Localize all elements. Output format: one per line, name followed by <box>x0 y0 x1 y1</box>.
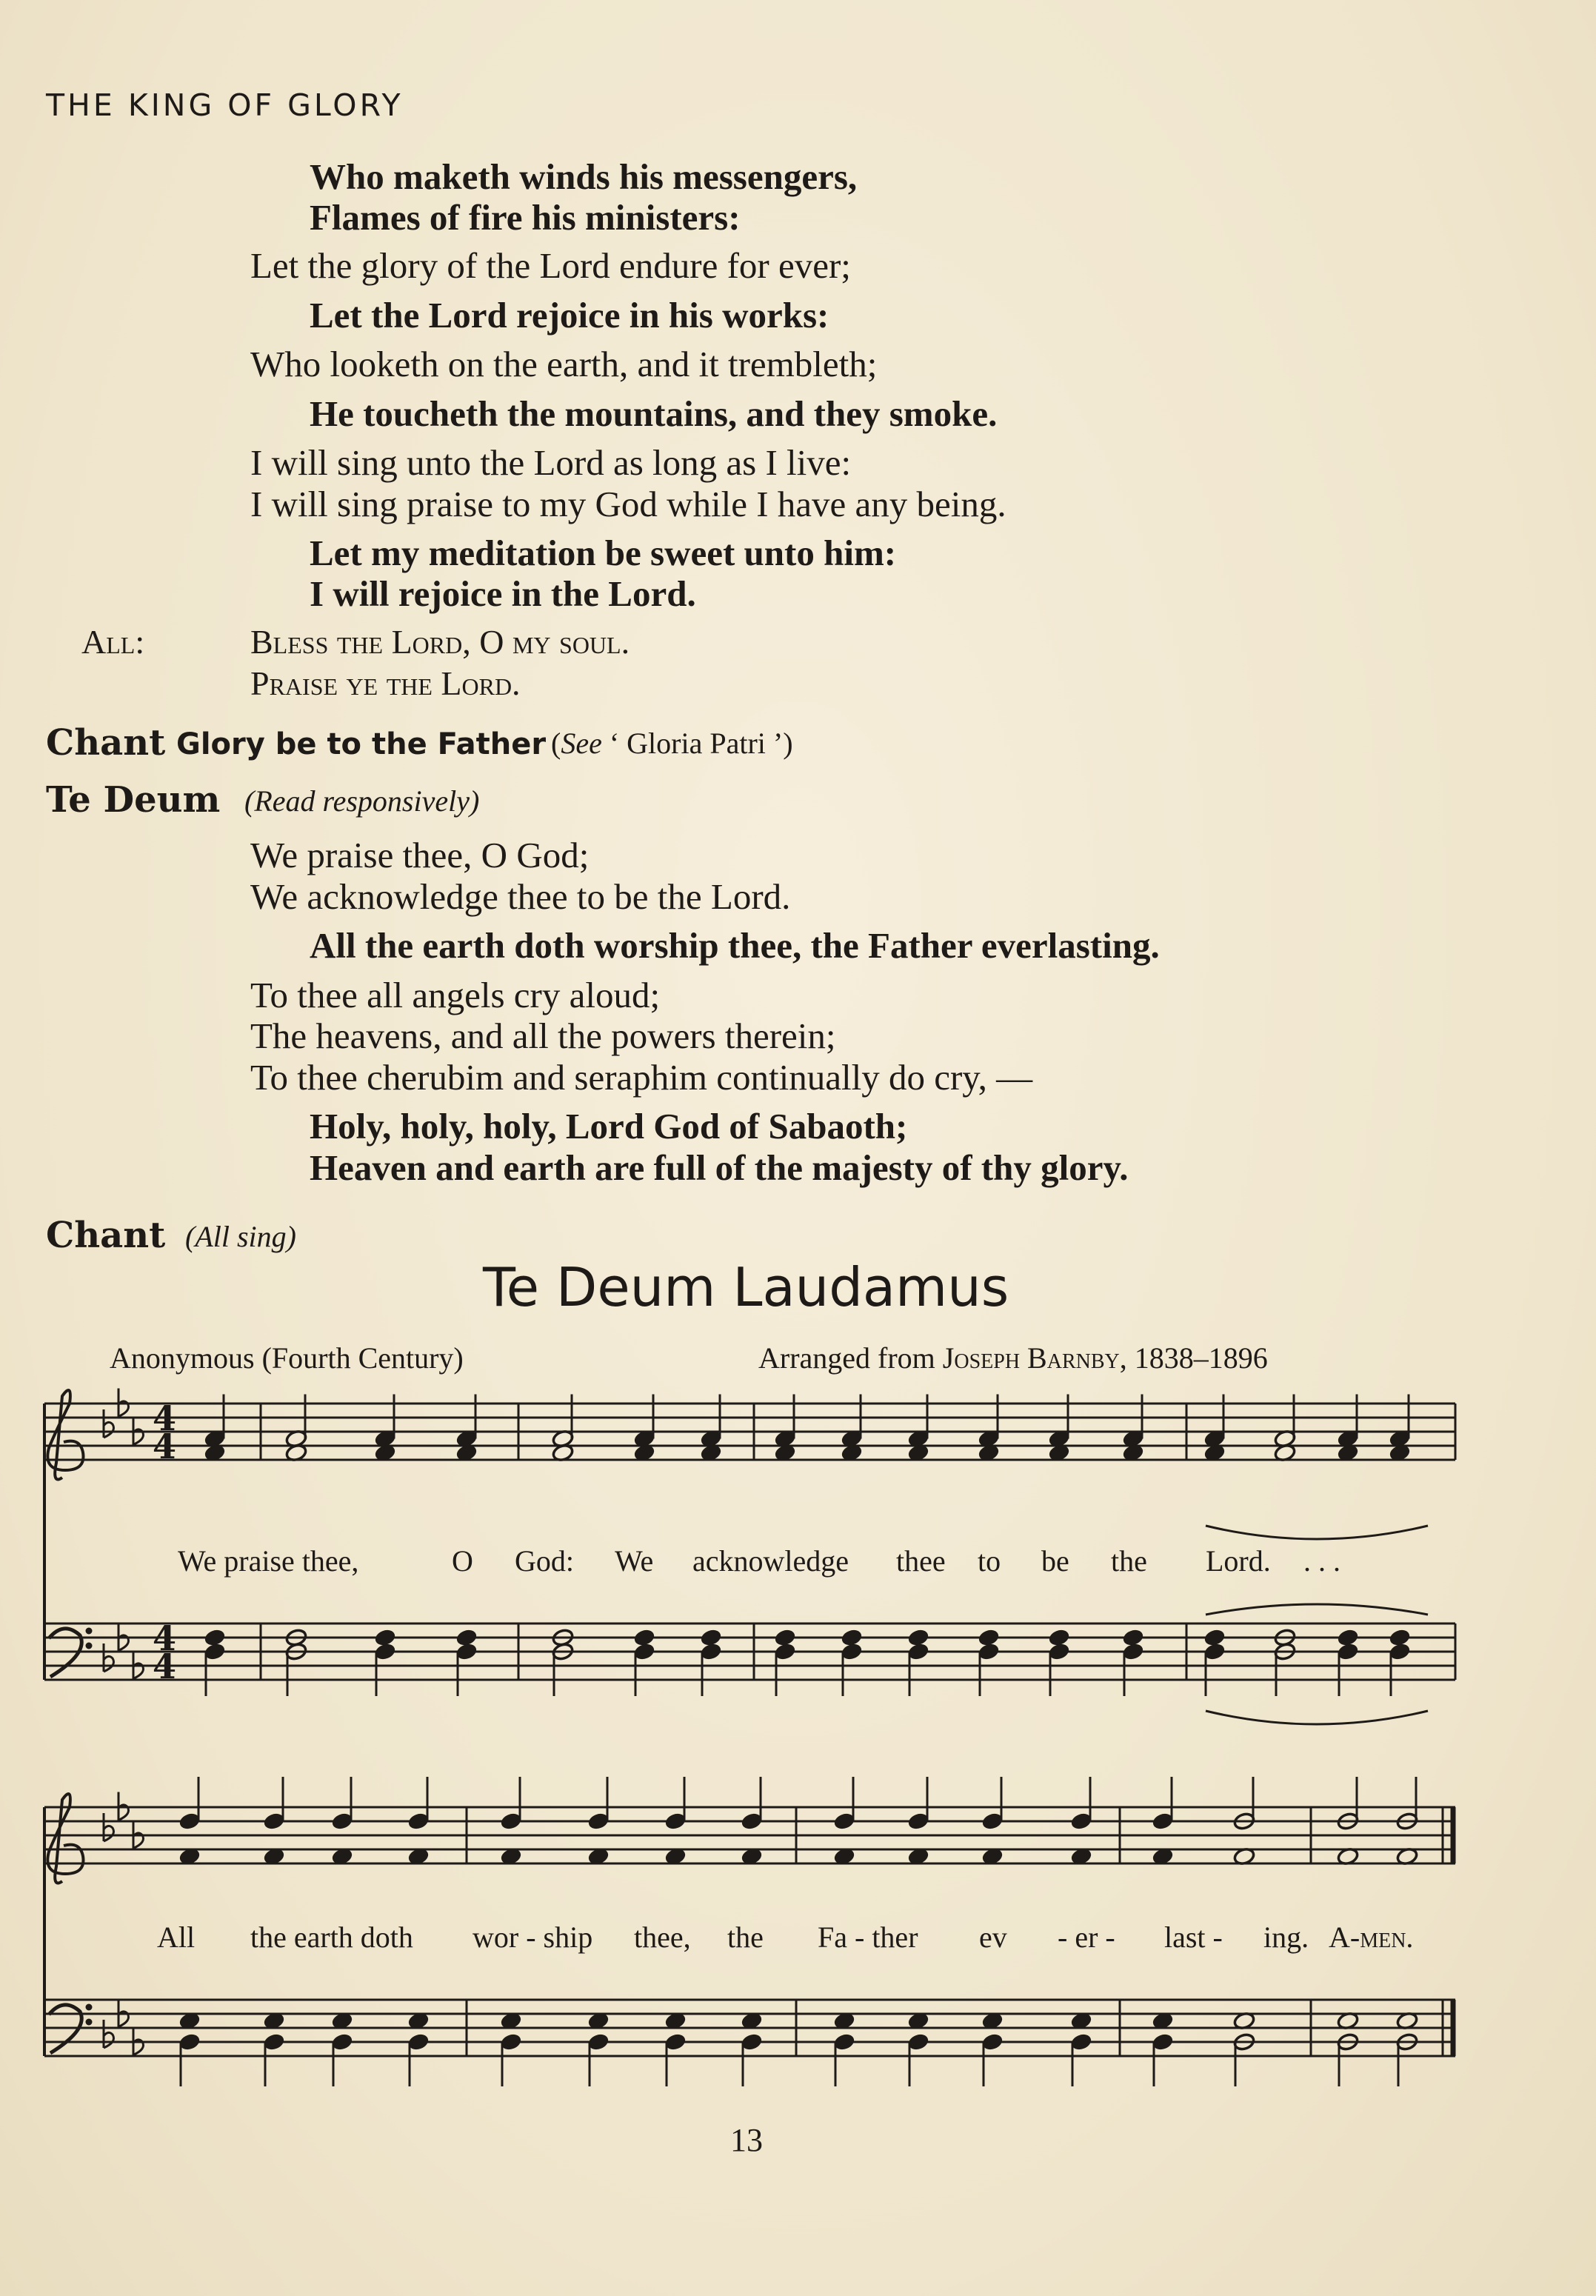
lyric: ev <box>979 1920 1007 1954</box>
all-line: Praise ye the Lord. <box>250 664 521 702</box>
time-signature: 4 <box>153 1618 177 1658</box>
lyric: acknowledge <box>692 1544 849 1578</box>
note-head <box>1203 1628 1226 1647</box>
lyric: O <box>452 1544 473 1578</box>
running-head: THE KING OF GLORY <box>46 87 404 123</box>
lyric: wor - ship <box>473 1920 593 1954</box>
lyric: thee <box>896 1544 946 1578</box>
note-head <box>907 1628 930 1647</box>
slur <box>1206 1711 1428 1724</box>
lyric: Fa - ther <box>818 1920 918 1954</box>
lyric: Lord. <box>1206 1544 1271 1578</box>
psalm-line: Who maketh winds his messengers, <box>310 156 858 197</box>
lyric: God: <box>515 1544 574 1578</box>
lyric: the <box>727 1920 764 1954</box>
note-head <box>978 1628 1001 1647</box>
note-head <box>700 1628 723 1647</box>
note-head <box>455 1628 478 1647</box>
lyric: to <box>978 1544 1001 1578</box>
flat-sign <box>104 2032 114 2048</box>
te-deum-line: All the earth doth worship thee, the Father everlasting. <box>310 925 1160 966</box>
chant-see-note: (See ‘ Gloria Patri ’) <box>551 727 793 760</box>
note-head <box>1122 1628 1145 1647</box>
lyric: thee, <box>634 1920 691 1954</box>
all-label: All: <box>81 623 145 661</box>
note-head <box>374 1628 397 1647</box>
note-head <box>774 1628 797 1647</box>
bass-clef <box>86 2019 92 2025</box>
psalm-line: Who looketh on the earth, and it trembleth; <box>250 344 878 384</box>
te-deum-line: To thee all angels cry aloud; <box>250 975 661 1015</box>
lyric: We <box>615 1544 654 1578</box>
psalm-line: He toucheth the mountains, and they smoke. <box>310 393 998 434</box>
time-signature: 4 <box>153 1398 177 1438</box>
chant-label: Chant <box>46 1215 166 1256</box>
bass-clef <box>86 2004 92 2010</box>
flat-sign <box>104 1656 114 1672</box>
all-line: Bless the Lord, O my soul. <box>250 623 630 661</box>
psalm-line: Let the Lord rejoice in his works: <box>310 295 829 336</box>
slur <box>1206 1526 1428 1539</box>
hymn-title: Te Deum Laudamus <box>483 1256 1009 1318</box>
lyric: . . . <box>1303 1544 1340 1578</box>
te-deum-line: We acknowledge thee to be the Lord. <box>250 876 791 917</box>
note-head <box>633 1628 656 1647</box>
lyric: the <box>1111 1544 1147 1578</box>
lyric: last - <box>1164 1920 1223 1954</box>
psalm-line: Flames of fire his ministers: <box>310 197 741 238</box>
psalm-line: Let the glory of the Lord endure for ever; <box>250 245 851 286</box>
lyric: We praise thee, <box>178 1544 359 1578</box>
te-deum-line: We praise thee, O God; <box>250 835 590 875</box>
note-head <box>1389 1628 1412 1647</box>
flat-sign <box>104 1826 114 1841</box>
music-credit: Arranged from Joseph Barnby, 1838–1896 <box>758 1341 1268 1375</box>
bass-clef <box>86 1643 92 1649</box>
te-deum-label: Te Deum <box>46 779 221 821</box>
te-deum-line: To thee cherubim and seraphim continually do cry, — <box>250 1057 1033 1098</box>
lyric: the earth doth <box>250 1920 413 1954</box>
psalm-line: I will sing praise to my God while I have any being. <box>250 484 1006 524</box>
psalm-line: I will sing unto the Lord as long as I live: <box>250 442 852 483</box>
lyric: be <box>1041 1544 1069 1578</box>
note-head <box>841 1628 864 1647</box>
psalm-line: I will rejoice in the Lord. <box>310 573 696 614</box>
te-deum-line: Heaven and earth are full of the majesty of thy glory. <box>310 1147 1129 1188</box>
slur <box>1206 1604 1428 1615</box>
lyric: A-men. <box>1329 1920 1414 1954</box>
time-signature: 4 <box>153 1426 177 1466</box>
lyric: - er - <box>1058 1920 1115 1954</box>
lyric: All <box>157 1920 196 1954</box>
time-signature: 4 <box>153 1646 177 1686</box>
chant-note: (All sing) <box>185 1220 296 1253</box>
chant-label: Chant <box>46 722 166 764</box>
te-deum-line: The heavens, and all the powers therein; <box>250 1015 836 1056</box>
page-number: 13 <box>730 2122 763 2158</box>
note-head <box>1048 1628 1071 1647</box>
bass-clef <box>86 1628 92 1634</box>
words-credit: Anonymous (Fourth Century) <box>110 1341 464 1375</box>
note-head <box>204 1628 227 1647</box>
flat-sign <box>104 1422 114 1438</box>
note-head <box>1337 1628 1360 1647</box>
te-deum-note: (Read responsively) <box>244 784 480 818</box>
psalm-line: Let my meditation be sweet unto him: <box>310 533 897 573</box>
lyric: ing. <box>1263 1920 1309 1954</box>
chant-text: Glory be to the Father <box>176 727 547 761</box>
te-deum-line: Holy, holy, holy, Lord God of Sabaoth; <box>310 1106 908 1147</box>
